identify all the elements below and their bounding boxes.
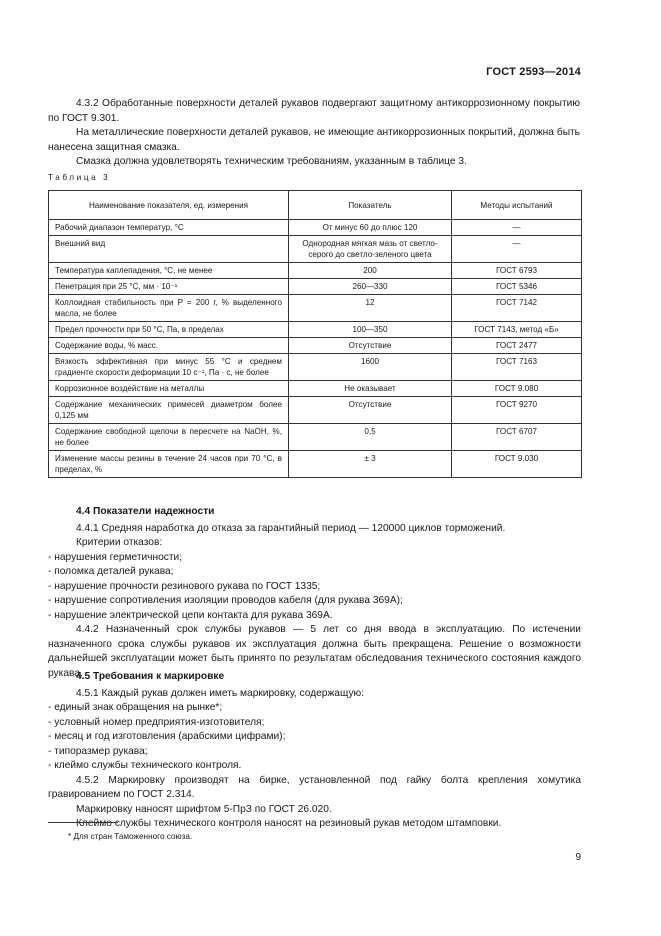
- paragraph-stamp: Клеймо службы технического контроля наносят на резиновый рукав методом штамповки.: [76, 818, 502, 829]
- paragraph-4-3-2: 4.3.2 Обработанные поверхности деталей рукавов подвергают защитному антикоррозионному покрытию по ГОСТ 9.301.: [48, 98, 580, 124]
- table-row: [49, 295, 582, 322]
- table-cell: ГОСТ 9.080: [452, 381, 582, 397]
- list-item: - нарушение электрической цепи контакта для рукава 369А.: [48, 609, 333, 621]
- list-item: - месяц и год изготовления (арабскими цифрами);: [48, 731, 286, 742]
- table-cell: 12: [289, 295, 452, 322]
- lubricant-spec-table: [48, 190, 582, 478]
- table-cell: Предел прочности при 50 °С, Па, в пределах: [49, 322, 289, 338]
- paragraph-font: Маркировку наносят шрифтом 5-ПрЗ по ГОСТ 26.020.: [76, 803, 332, 815]
- paragraph-4-4-2: 4.4.2 Назначенный срок службы рукавов — 5 лет со дня ввода в эксплуатацию. По истечении назначенного срока службы рукавов их эксплуатация должна быть прекращена. Решение о возможности дальнейшей эксплуатации может быть принято по результатам обследования технического состояния каждого рукава.: [48, 624, 581, 679]
- table-label: Таблица 3: [48, 173, 111, 182]
- table-row: [49, 381, 582, 397]
- list-item: - нарушение прочности резинового рукава по ГОСТ 1335;: [48, 580, 321, 592]
- document-code: ГОСТ 2593—2014: [486, 66, 581, 78]
- table-cell: ГОСТ 6707: [452, 424, 582, 451]
- paragraph-failure-criteria: Критерии отказов:: [76, 537, 163, 548]
- table-cell: 260—330: [289, 279, 452, 295]
- col-header-name: Наименование показателя, ед. измерения: [49, 191, 289, 220]
- table-cell: Температура каплепадения, °С, не менее: [49, 263, 289, 279]
- table-cell: Не оказывает: [289, 381, 452, 397]
- table-cell: ГОСТ 6793: [452, 263, 582, 279]
- list-item: - нарушения герметичности;: [48, 551, 183, 563]
- list-item: - условный номер предприятия-изготовителя;: [48, 716, 265, 728]
- list-item: - типоразмер рукава;: [48, 745, 148, 757]
- table-cell: —: [452, 220, 582, 236]
- paragraph-4-5-1: 4.5.1 Каждый рукав должен иметь маркировку, содержащую:: [76, 687, 365, 699]
- section-heading-reliability: 4.4 Показатели надежности: [76, 506, 215, 517]
- table-cell: Содержание свободной щелочи в пересчете на NaOH, %, не более: [49, 424, 289, 451]
- table-cell: ГОСТ 2477: [452, 338, 582, 354]
- table-row: [49, 322, 582, 338]
- table-cell: Коллоидная стабильность при P = 200 г, % выделенного масла, не более: [49, 295, 289, 322]
- table-row: [49, 220, 582, 236]
- table-row: [49, 451, 582, 478]
- table-cell: 100—350: [289, 322, 452, 338]
- paragraph-metal-surfaces: На металлические поверхности деталей рукавов, не имеющие антикоррозионных покрытий, должна быть нанесена защитная смазка.: [48, 127, 580, 153]
- table-row: [49, 338, 582, 354]
- paragraph-4-4-1: 4.4.1 Средняя наработка до отказа за гарантийный период — 120000 циклов торможений.: [76, 522, 506, 534]
- table-cell: ± 3: [289, 451, 452, 478]
- table-cell: 200: [289, 263, 452, 279]
- table-row: [49, 424, 582, 451]
- table-cell: Содержание воды, % масс.: [49, 338, 289, 354]
- list-item: - единый знак обращения на рынке*;: [48, 702, 223, 713]
- table-cell: ГОСТ 9.030: [452, 451, 582, 478]
- table-header-row: [49, 191, 582, 220]
- table-cell: ГОСТ 7143, метод «Б»: [452, 322, 582, 338]
- table-cell: Коррозионное воздействие на металлы: [49, 381, 289, 397]
- col-header-value: Показатель: [289, 191, 452, 220]
- page-number: 9: [575, 852, 581, 863]
- table-cell: —: [452, 236, 582, 263]
- table-row: [49, 354, 582, 381]
- marking-section: [48, 670, 581, 832]
- table-row: [49, 236, 582, 263]
- table-cell: 1600: [289, 354, 452, 381]
- table-cell: ГОСТ 9270: [452, 397, 582, 424]
- paragraph-lubricant: Смазка должна удовлетворять техническим требованиям, указанным в таблице 3.: [76, 156, 467, 167]
- table-cell: Рабочий диапазон температур, °С: [49, 220, 289, 236]
- footnote: * Для стран Таможенного союза.: [68, 832, 193, 841]
- table-cell: 0,5: [289, 424, 452, 451]
- list-item: - поломка деталей рукава;: [48, 566, 174, 577]
- table-cell: ГОСТ 7142: [452, 295, 582, 322]
- reliability-section: [48, 505, 581, 681]
- table-row: [49, 279, 582, 295]
- col-header-method: Методы испытаний: [452, 191, 582, 220]
- section-heading-marking: 4.5 Требования к маркировке: [76, 671, 225, 682]
- table-row: [49, 263, 582, 279]
- table-cell: Содержание механических примесей диаметром более 0,125 мм: [49, 397, 289, 424]
- list-item: - нарушение сопротивления изоляции проводов кабеля (для рукава 369А);: [48, 595, 403, 606]
- table-cell: ГОСТ 5346: [452, 279, 582, 295]
- table-row: [49, 397, 582, 424]
- list-item: - клеймо службы технического контроля.: [48, 760, 242, 771]
- table-cell: Отсутствие: [289, 338, 452, 354]
- footnote-divider: [48, 822, 118, 823]
- table-cell: Отсутствие: [289, 397, 452, 424]
- paragraph-4-5-2: 4.5.2 Маркировку производят на бирке, установленной под гайку болта крепления хомутика гравированием по ГОСТ 2.314.: [48, 774, 581, 800]
- table-cell: Изменение массы резины в течение 24 часов при 70 °С, в пределах, %: [49, 451, 289, 478]
- table-cell: ГОСТ 7163: [452, 354, 582, 381]
- table-cell: Пенетрация при 25 °С, мм · 10⁻¹: [49, 279, 289, 295]
- table-cell: От минус 60 до плюс 120: [289, 220, 452, 236]
- table-cell: Внешний вид: [49, 236, 289, 263]
- table-cell: Однородная мягкая мазь от светло-серого до светло-зеленого цвета: [289, 236, 452, 263]
- table-cell: Вязкость эффективная при минус 55 °С и среднем градиенте скорости деформации 10 с⁻¹, Па · с, не более: [49, 354, 289, 381]
- intro-section: [48, 97, 580, 170]
